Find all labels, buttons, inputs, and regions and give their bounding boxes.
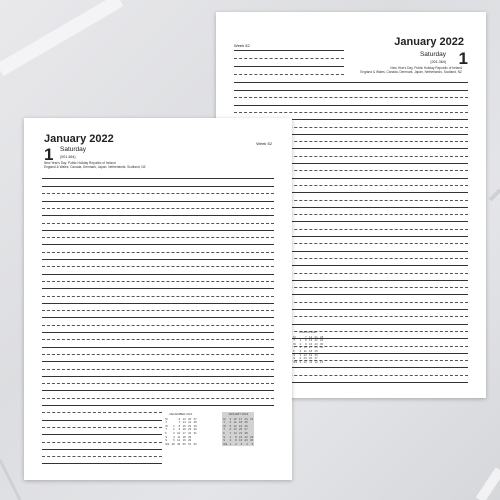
week-label: Week 52: [234, 43, 250, 48]
mini-calendar-day-label: F: [165, 430, 167, 435]
mini-calendar-date: 25: [244, 420, 248, 425]
mini-calendar-date: 26: [314, 352, 318, 357]
month-title: January 2022: [394, 36, 464, 48]
mini-calendar-day-label: W: [293, 341, 296, 346]
mini-calendar-date: 31: [250, 416, 254, 421]
mini-calendar-december-2021: [164, 412, 198, 446]
ruled-line: [42, 390, 274, 391]
mini-calendar-date: 20: [188, 416, 192, 421]
mini-calendar-date: 24: [244, 416, 248, 421]
mini-calendar-date: 27: [193, 416, 197, 421]
mini-calendar-day-label: M: [293, 334, 296, 339]
ruled-line: [42, 274, 274, 275]
mini-calendar-date: 16: [309, 341, 313, 346]
ruled-line: [42, 427, 162, 428]
weekday-label: Saturday: [419, 51, 446, 58]
mini-calendar-day-label: W: [165, 423, 168, 428]
mini-calendar-date: 6: [299, 356, 302, 361]
ruled-line: [42, 405, 274, 406]
mini-calendar-date: 27: [244, 427, 248, 432]
ruled-line: [234, 66, 344, 67]
weekday-label: Saturday: [60, 146, 87, 153]
mini-calendar-title: DECEMBER 2021: [169, 412, 193, 416]
mini-calendar-date: 5: [299, 352, 302, 357]
mini-calendar-day-label: Wk: [165, 441, 170, 446]
ruled-line: [42, 244, 274, 245]
mini-calendar-day-label: S: [293, 356, 296, 361]
mini-calendar-date: 27: [314, 356, 318, 361]
mini-calendar-date: 26: [188, 438, 192, 443]
ruled-line: [234, 112, 468, 113]
mini-calendar-date: 51: [188, 441, 192, 446]
ruled-line: [42, 281, 274, 282]
mini-calendar-day-label: F: [293, 348, 295, 353]
mini-calendar-day-label: S: [165, 434, 168, 439]
ruled-line: [234, 90, 468, 91]
day-number: 1: [44, 145, 54, 164]
ruled-line: [42, 237, 274, 238]
mini-calendar-date: 19: [309, 352, 313, 357]
day-count: (001-364): [430, 60, 446, 64]
mini-calendar-date: 29: [320, 338, 324, 343]
mini-calendar-row: [164, 443, 198, 447]
mini-calendar-date: 28: [320, 334, 324, 339]
mini-calendar-date: 5: [229, 423, 232, 428]
mini-calendar-day-label: T: [293, 345, 295, 350]
ruled-line: [42, 317, 274, 318]
mini-calendar-date: 29: [193, 423, 197, 428]
day-number: 1: [458, 49, 468, 68]
mini-calendar-day-label: S: [223, 438, 226, 443]
mini-calendar-date: 3: [173, 430, 175, 435]
ruled-line: [42, 347, 274, 348]
mini-calendar-grid: [222, 418, 254, 447]
mini-calendar-date: 22: [314, 338, 318, 343]
mini-calendar-date: 48: [171, 441, 175, 446]
mini-calendar-date: 1: [173, 423, 175, 428]
ruled-line: [42, 369, 274, 370]
mini-calendar-date: 16: [182, 427, 186, 432]
mini-calendar-date: 24: [188, 430, 192, 435]
mini-calendar-date: 7: [178, 420, 181, 425]
mini-calendar-day-label: T: [223, 427, 225, 432]
ruled-line: [42, 230, 274, 231]
mini-calendar-date: 25: [314, 348, 318, 353]
mini-calendar-date: 25: [188, 434, 192, 439]
mini-calendar-date: 18: [309, 348, 313, 353]
holiday-line: England & Wales, Canada, Denmark, Japan, Netherlands, Scotland, NZ: [360, 70, 462, 74]
mini-calendar-date: 7: [305, 334, 307, 339]
mini-calendar-date: 2: [229, 438, 232, 443]
mini-calendar-date: 8: [235, 434, 237, 439]
mini-calendar-date: 10: [233, 416, 237, 421]
mini-calendar-date: 23: [188, 427, 192, 432]
mini-calendar-date: 16: [239, 438, 243, 443]
mini-calendar-date: 21: [314, 334, 318, 339]
mini-calendar-date: 9: [299, 359, 302, 364]
mini-calendar-title: MARCH 2022: [299, 330, 317, 334]
mini-calendar-grid: [292, 336, 324, 365]
mini-calendar-date: 22: [188, 423, 192, 428]
mini-calendar-date: 12: [303, 352, 307, 357]
holiday-line: New Year's Day. Public Holiday Republic of Ireland: [390, 66, 462, 70]
mini-calendar-date: 9: [235, 438, 237, 443]
mini-calendar-date: 1: [229, 441, 232, 446]
mini-calendar-date: 18: [182, 434, 186, 439]
ruled-line: [42, 420, 162, 421]
mini-calendar-date: 2: [299, 341, 302, 346]
ruled-line: [42, 434, 162, 435]
ruled-line: [42, 398, 274, 399]
mini-calendar-date: 30: [193, 427, 197, 432]
ruled-line: [42, 354, 274, 355]
mini-calendar-row: [292, 361, 324, 365]
mini-calendar-date: 4: [229, 420, 232, 425]
mini-calendar-date: 29: [250, 434, 254, 439]
ruled-line: [42, 186, 274, 187]
ruled-line: [42, 361, 274, 362]
diary-page-front: [24, 118, 292, 480]
mini-calendar-date: 31: [320, 345, 324, 350]
mini-calendar-date: 52: [193, 441, 197, 446]
mini-calendar-date: 12: [233, 423, 237, 428]
header-rule: [42, 178, 274, 179]
mini-calendar-date: 3: [299, 345, 302, 350]
mini-calendar-date: 26: [244, 423, 248, 428]
ruled-line: [234, 97, 468, 98]
ruled-line: [42, 266, 274, 267]
mini-calendar-date: 9: [305, 341, 307, 346]
header-rule: [234, 82, 468, 83]
holiday-line: New Year's Day. Public Holiday Republic of Ireland: [44, 161, 116, 165]
ruled-line: [234, 74, 344, 75]
mini-calendar-date: 28: [244, 430, 248, 435]
mini-calendar-date: 11: [177, 434, 181, 439]
mini-calendar-day-label: W: [223, 423, 226, 428]
ruled-line: [42, 259, 274, 260]
mini-calendar-date: 12: [177, 438, 181, 443]
mini-calendar-date: 3: [229, 416, 232, 421]
mini-calendar-date: 19: [182, 438, 186, 443]
mini-calendar-date: 10: [303, 359, 307, 364]
mini-calendar-date: 18: [239, 420, 243, 425]
mini-calendar-date: 11: [303, 348, 307, 353]
mini-calendar-date: 50: [182, 441, 186, 446]
ruled-line: [42, 376, 274, 377]
day-count: (001-364): [60, 155, 76, 159]
mini-calendar-date: 8: [305, 338, 307, 343]
mini-calendar-date: 2: [235, 441, 237, 446]
holiday-notes: [360, 66, 462, 74]
mini-calendar-january-2022: [222, 412, 254, 446]
mini-calendar-date: 15: [239, 434, 243, 439]
mini-calendar-date: 4: [299, 348, 302, 353]
mini-calendar-date: 1: [229, 434, 232, 439]
mini-calendar-date: 20: [309, 356, 313, 361]
mini-calendar-date: 22: [244, 434, 248, 439]
mini-calendar-title: JANUARY 2022: [228, 412, 249, 416]
mini-calendar-date: 11: [309, 359, 313, 364]
mini-calendar-date: 2: [173, 427, 175, 432]
mini-calendar-row: [222, 443, 254, 447]
mini-calendar-date: 13: [320, 359, 324, 364]
mini-calendar-date: 10: [177, 430, 181, 435]
mini-calendar-date: 1: [299, 338, 302, 343]
mini-calendar-date: 7: [229, 430, 232, 435]
mini-calendar-date: 14: [233, 430, 237, 435]
mini-calendar-date: 13: [233, 427, 237, 432]
mini-calendar-day-label: S: [165, 438, 168, 443]
mini-calendar-day-label: Wk: [223, 441, 228, 446]
mini-calendar-date: 4: [173, 434, 175, 439]
mini-calendar-day-label: F: [223, 430, 225, 435]
week-label: Week 52: [256, 141, 272, 146]
mini-calendar-date: 14: [309, 334, 313, 339]
mini-calendar-date: 10: [303, 345, 307, 350]
ruled-line: [42, 296, 274, 297]
ruled-line: [234, 105, 468, 106]
mini-calendar-day-label: T: [165, 420, 167, 425]
mini-calendar-date: 30: [320, 341, 324, 346]
month-title: January 2022: [44, 133, 114, 145]
mini-calendar-grid: [164, 418, 198, 447]
mini-calendar-date: 6: [229, 427, 232, 432]
mini-calendar-date: 4: [246, 441, 248, 446]
mini-calendar-date: 5: [251, 441, 254, 446]
ruled-line: [234, 50, 344, 51]
mini-calendar-date: 11: [233, 420, 237, 425]
ruled-line: [42, 339, 274, 340]
mini-calendar-day-label: Wk: [293, 359, 298, 364]
mini-calendar-date: 6: [178, 416, 181, 421]
ruled-line: [42, 223, 274, 224]
mini-calendar-date: 21: [188, 420, 192, 425]
mini-calendar-date: 21: [239, 430, 243, 435]
mini-calendar-day-label: M: [165, 416, 168, 421]
ruled-line: [42, 442, 162, 443]
mini-calendar-date: 24: [314, 345, 318, 350]
mini-calendar-date: 23: [244, 438, 248, 443]
ruled-line: [42, 412, 162, 413]
mini-calendar-date: 49: [177, 441, 181, 446]
mini-calendar-date: 9: [178, 427, 181, 432]
ruled-line: [42, 303, 274, 304]
mini-calendar-date: 12: [314, 359, 318, 364]
mini-calendar-day-label: T: [223, 420, 225, 425]
ruled-line: [42, 201, 274, 202]
mini-calendar-date: 13: [303, 356, 307, 361]
mini-calendar-date: 17: [239, 416, 243, 421]
ruled-line: [42, 215, 274, 216]
mini-calendar-day-label: T: [293, 338, 295, 343]
ruled-line: [234, 58, 344, 59]
holiday-line: England & Wales, Canada, Denmark, Japan, Netherlands, Scotland, NZ: [44, 165, 146, 169]
mini-calendar-date: 23: [314, 341, 318, 346]
mini-calendar-date: 19: [239, 423, 243, 428]
ruled-line: [42, 332, 274, 333]
mini-calendar-date: 31: [193, 430, 197, 435]
mini-calendar-day-label: S: [223, 434, 226, 439]
mini-calendar-date: 28: [193, 420, 197, 425]
ruled-line: [42, 463, 162, 464]
mini-calendar-day-label: S: [293, 352, 296, 357]
mini-calendar-date: 8: [178, 423, 181, 428]
mini-calendar-day-label: T: [165, 427, 167, 432]
mini-calendar-date: 15: [182, 423, 186, 428]
mini-calendar-march-2022: [292, 330, 324, 364]
mini-calendar-date: 5: [173, 438, 175, 443]
ruled-line: [42, 310, 274, 311]
mini-calendar-date: 13: [182, 416, 186, 421]
mini-calendar-date: 14: [182, 420, 186, 425]
mini-calendar-date: 15: [309, 338, 313, 343]
mini-calendar-date: 20: [239, 427, 243, 432]
mini-calendar-day-label: M: [223, 416, 226, 421]
ruled-line: [42, 383, 274, 384]
mini-calendar-date: 30: [250, 438, 254, 443]
mini-calendar-date: 17: [182, 430, 186, 435]
mini-calendar-date: 3: [240, 441, 243, 446]
mini-calendar-date: 17: [309, 345, 313, 350]
ruled-line: [42, 288, 274, 289]
ruled-line: [42, 449, 162, 450]
ruled-line: [42, 456, 162, 457]
ruled-line: [42, 252, 274, 253]
ruled-line: [42, 193, 274, 194]
ruled-line: [42, 325, 274, 326]
holiday-notes: [44, 161, 146, 169]
ruled-line: [42, 208, 274, 209]
